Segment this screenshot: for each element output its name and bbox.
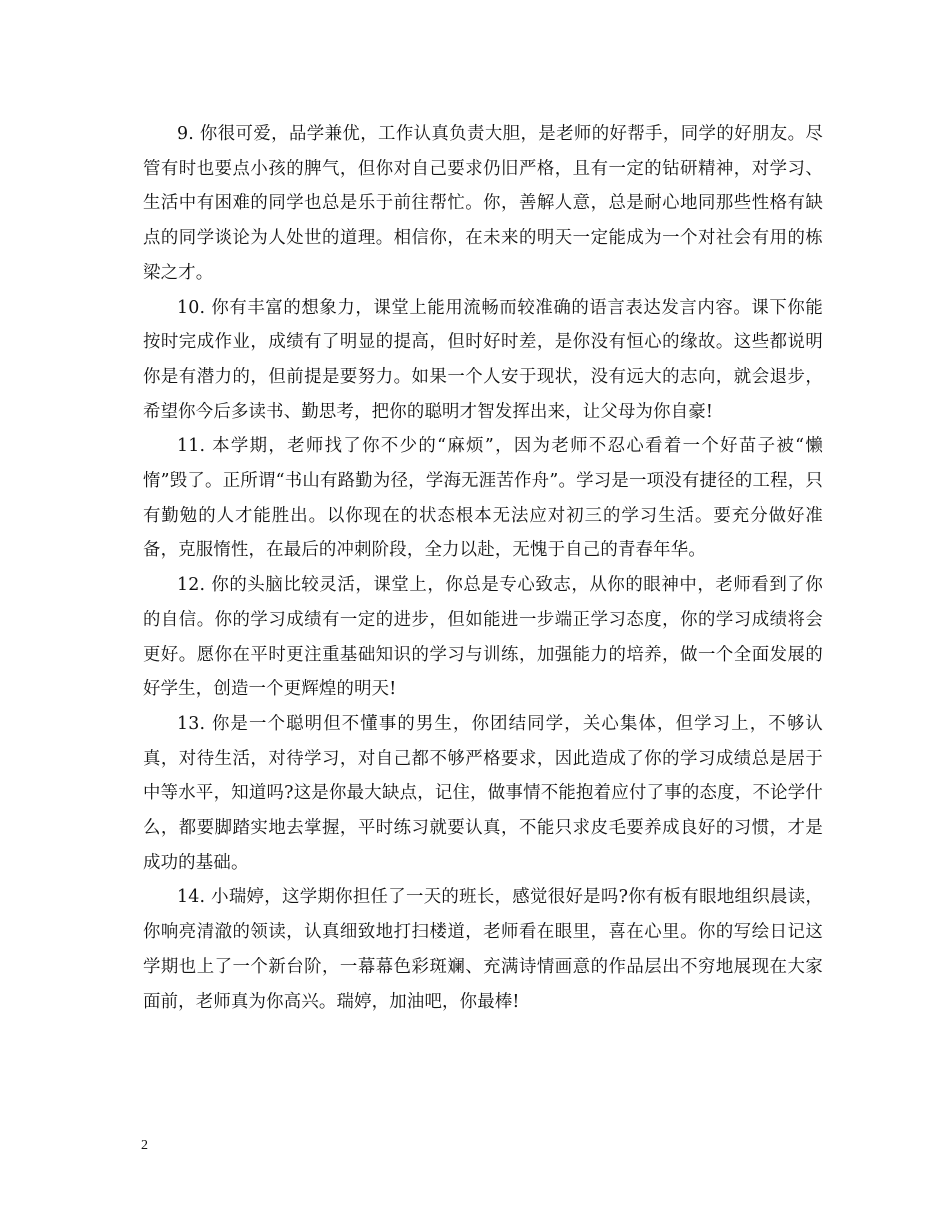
comment-paragraph-14: 14. 小瑞婷，这学期你担任了一天的班长，感觉很好是吗?你有板有眼地组织晨读，你响亮清澈的领读，认真细致地打扫楼道，老师看在眼里，喜在心里。你的写绘日记这学期也上了一个新台阶，一幕幕色彩斑斓、充满诗情画意的作品层出不穷地展现在大家面前，老师真为你高兴。瑞婷，加油吧，你最棒!	[143, 887, 823, 1012]
comment-paragraph-11: 11. 本学期，老师找了你不少的“麻烦”，因为老师不忍心看着一个好苗子被“懒惰”毁了。正所谓“书山有路勤为径，学海无涯苦作舟”。学习是一项没有捷径的工程，只有勤勉的人才能胜出。以你现在的状态根本无法应对初三的学习生活。要充分做好准备，克服惰性，在最后的冲刺阶段，全力以赴，无愧于自己的青春年华。	[143, 436, 823, 561]
page-number: 2	[141, 1138, 148, 1153]
comment-paragraph-9: 9. 你很可爱，品学兼优，工作认真负责大胆，是老师的好帮手，同学的好朋友。尽管有时也要点小孩的脾气，但你对自己要求仍旧严格，且有一定的钻研精神，对学习、生活中有困难的同学也总是乐于前往帮忙。你，善解人意，总是耐心地同那些性格有缺点的同学谈论为人处世的道理。相信你，在未来的明天一定能成为一个对社会有用的栋梁之才。	[143, 124, 823, 283]
comment-paragraph-10: 10. 你有丰富的想象力，课堂上能用流畅而较准确的语言表达发言内容。课下你能按时完成作业，成绩有了明显的提高，但时好时差，是你没有恒心的缘故。这些都说明你是有潜力的，但前提是要努力。如果一个人安于现状，没有远大的志向，就会退步，希望你今后多读书、勤思考，把你的聪明才智发挥出来，让父母为你自豪!	[143, 297, 823, 422]
comment-paragraph-13: 13. 你是一个聪明但不懂事的男生，你团结同学，关心集体，但学习上，不够认真，对待生活，对待学习，对自己都不够严格要求，因此造成了你的学习成绩总是居于中等水平，知道吗?这是你最大缺点，记住，做事情不能抱着应付了事的态度，不论学什么，都要脚踏实地去掌握，平时练习就要认真，不能只求皮毛要养成良好的习惯，才是成功的基础。	[143, 713, 823, 873]
comment-paragraph-12: 12. 你的头脑比较灵活，课堂上，你总是专心致志，从你的眼神中，老师看到了你的自信。你的学习成绩有一定的进步，但如能进一步端正学习态度，你的学习成绩将会更好。愿你在平时更注重基础知识的学习与训练，加强能力的培养，做一个全面发展的好学生，创造一个更辉煌的明天!	[143, 575, 823, 700]
document-body	[143, 117, 823, 1019]
